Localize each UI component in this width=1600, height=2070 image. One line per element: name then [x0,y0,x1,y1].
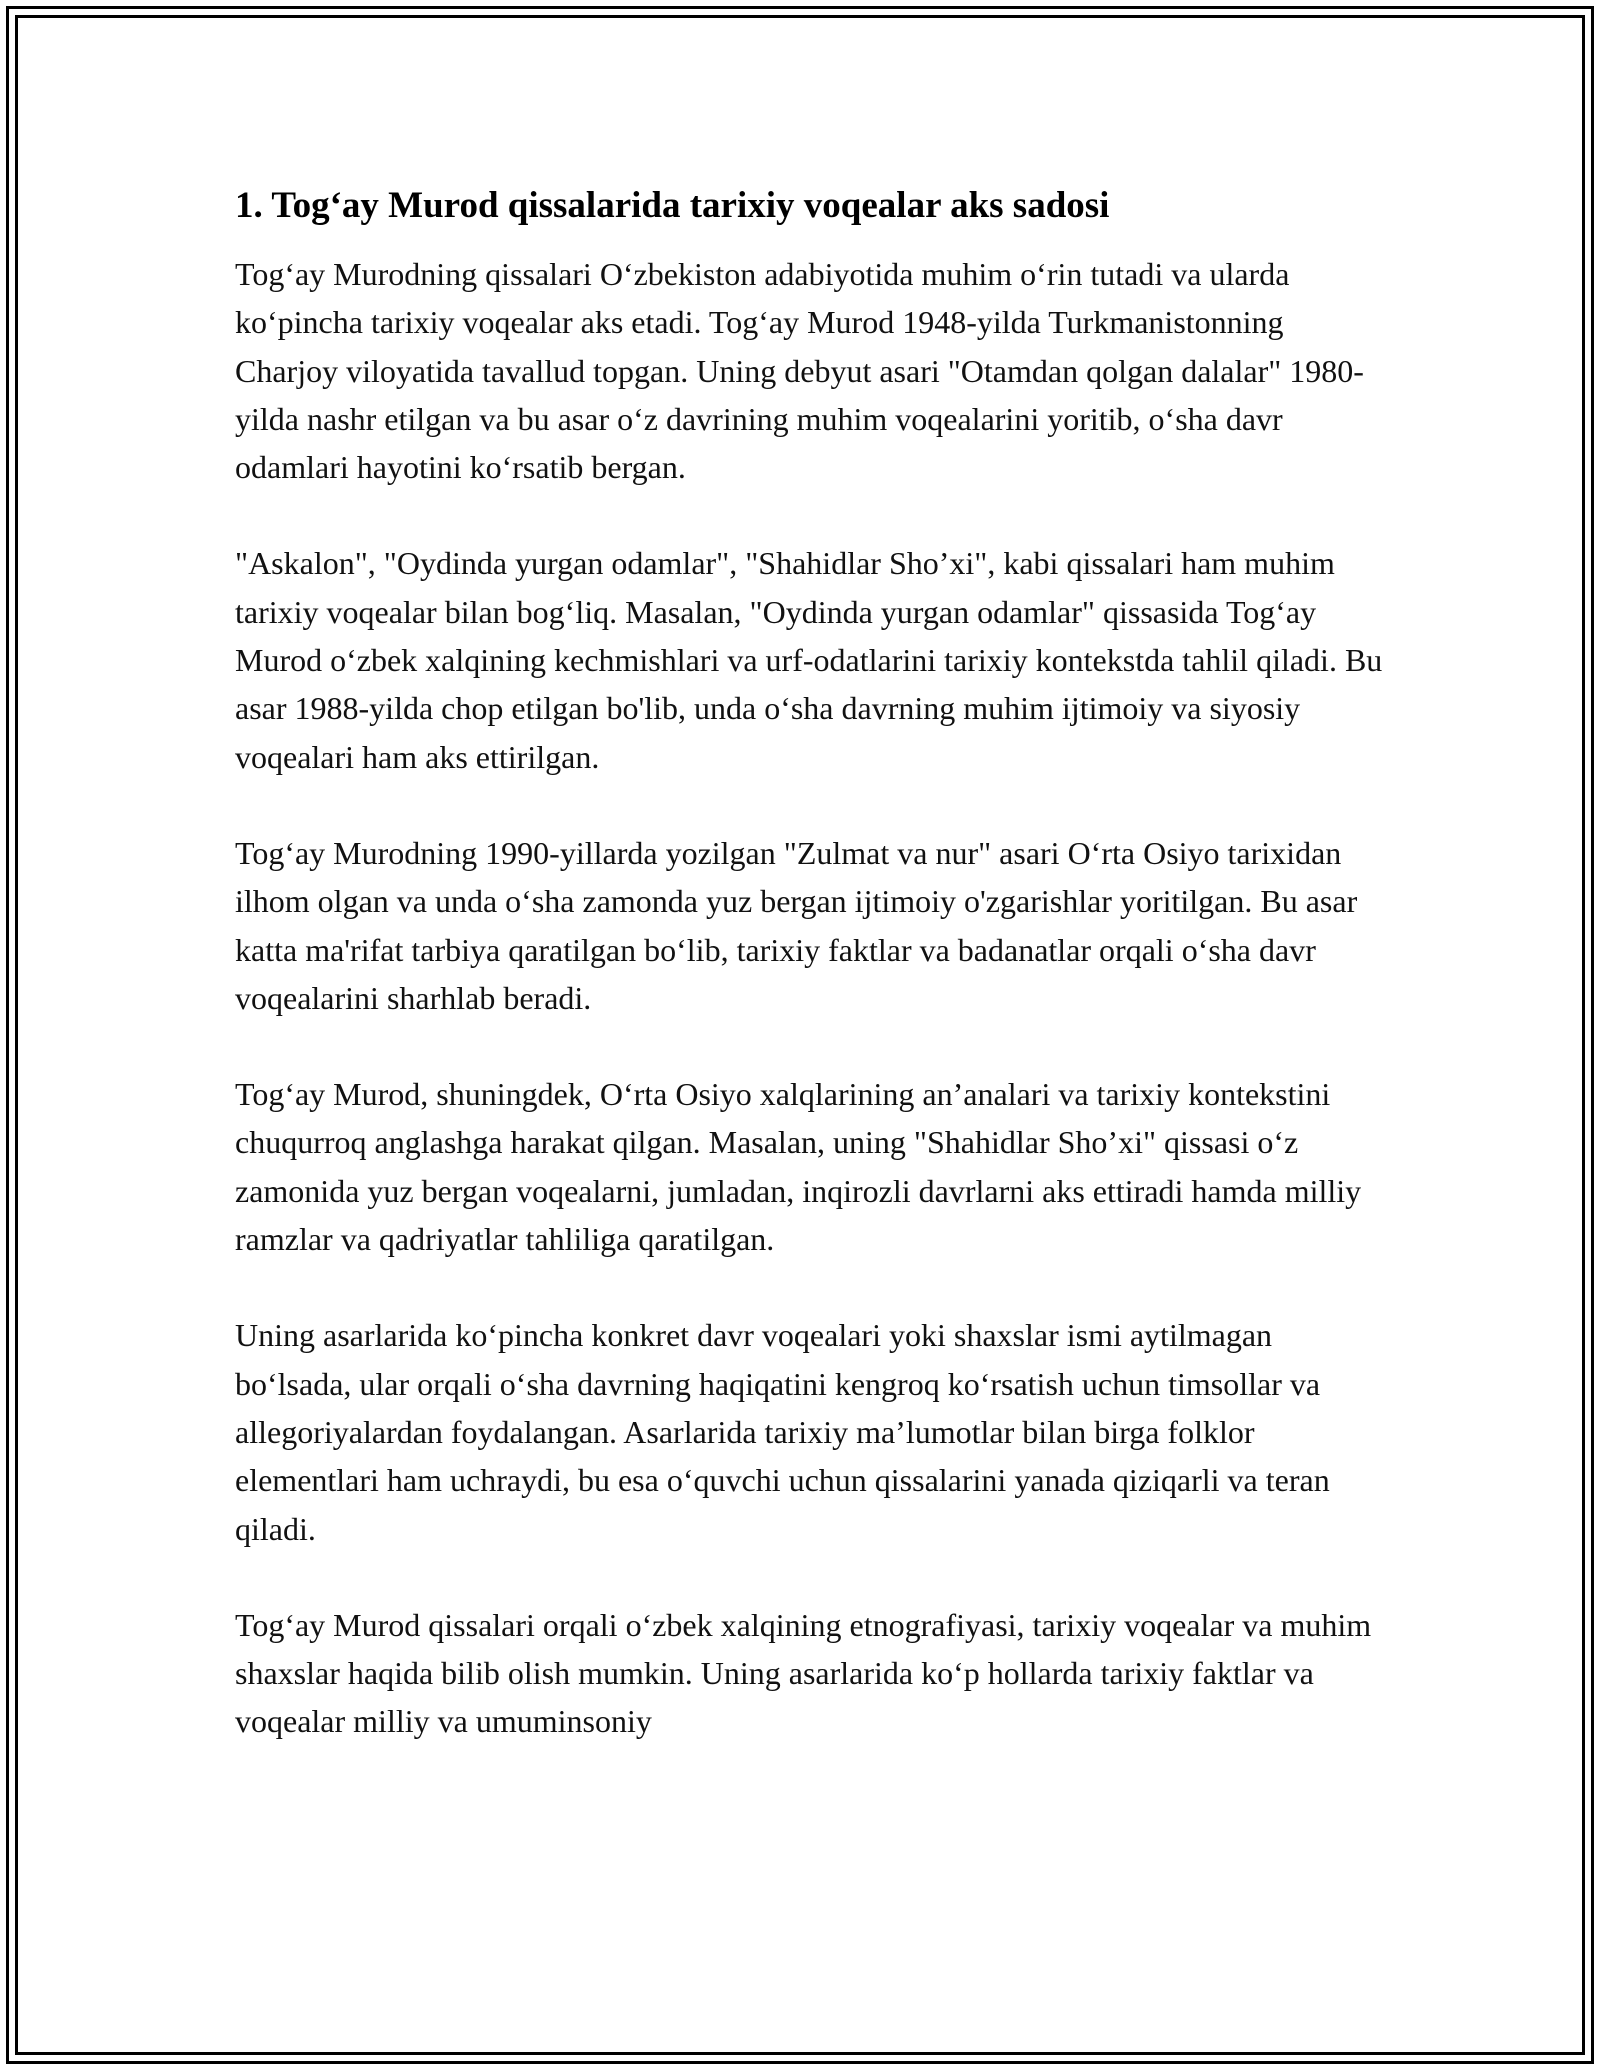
paragraph-4: Tog‘ay Murod, shuningdek, O‘rta Osiyo xalqlarining an’analari va tarixiy kontekstini chuqurroq anglashga harakat qilgan. Masalan, uning "Shahidlar Sho’xi" qissasi o‘z zamonida yuz bergan voqealarni, jumladan, inqirozli davrlarni aks ettiradi hamda milliy ramzlar va qadriyatlar tahliliga qaratilgan. [235,1076,1362,1258]
paragraph-5: Uning asarlarida ko‘pincha konkret davr voqealari yoki shaxslar ismi aytilmagan bo‘lsada, ular orqali o‘sha davrning haqiqatini kengroq ko‘rsatish uchun timsollar va allegoriyalardan foydalangan. Asarlarida tarixiy ma’lumotlar bilan birga folklor elementlari ham uchraydi, bu esa o‘quvchi uchun qissalarini yanada qiziqarli va teran qiladi. [235,1317,1330,1547]
paragraph-6: Tog‘ay Murod qissalari orqali o‘zbek xalqining etnografiyasi, tarixiy voqealar va muhim shaxslar haqida bilib olish mumkin. Uning asarlarida ko‘p hollarda tarixiy faktlar va voqealar milliy va umuminsoniy [235,1606,1372,1740]
paragraph-2: "Askalon", "Oydinda yurgan odamlar", "Shahidlar Sho’xi", kabi qissalari ham muhim tarixiy voqealar bilan bog‘liq. Masalan, "Oydinda yurgan odamlar" qissasida Tog‘ay Murod o‘zbek xalqining kechmishlari va urf-odatlarini tarixiy kontekstda tahlil qiladi. Bu asar 1988-yilda chop etilgan bo'lib, unda o‘sha davrning muhim ijtimoiy va siyosiy voqealari ham aks ettirilgan. [235,545,1383,775]
paragraph-3: Tog‘ay Murodning 1990-yillarda yozilgan "Zulmat va nur" asari O‘rta Osiyo tarixidan ilhom olgan va unda o‘sha zamonda yuz bergan ijtimoiy o'zgarishlar yoritilgan. Bu asar katta ma'rifat tarbiya qaratilgan bo‘lib, tarixiy faktlar va badanatlar orqali o‘sha davr voqealarini sharhlab beradi. [235,834,1358,1016]
section-heading: 1. Tog‘ay Murod qissalarida tarixiy voqealar aks sadosi [235,185,1110,226]
paragraph-1: Tog‘ay Murodning qissalari O‘zbekiston adabiyotida muhim o‘rin tutadi va ularda ko‘pincha tarixiy voqealar aks etadi. Tog‘ay Murod 1948-yilda Turkmanistonning Charjoy viloyatida tavallud topgan. Uning debyut asari "Otamdan qolgan dalalar" 1980-yilda nashr etilgan va bu asar o‘z davrining muhim voqealarini yoritib, o‘sha davr odamlari hayotini ko‘rsatib bergan. [235,256,1364,486]
document-body [235,182,1385,1794]
